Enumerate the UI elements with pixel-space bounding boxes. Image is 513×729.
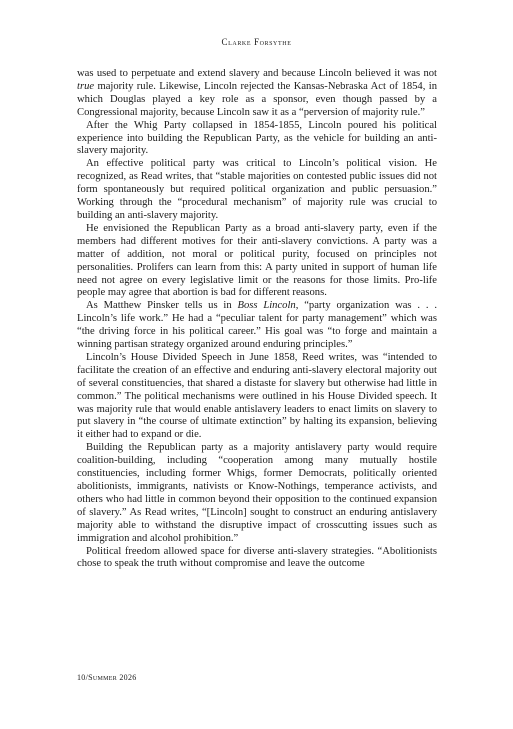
text-run: As Matthew Pinsker tells us in (86, 300, 238, 312)
italic-text: true (77, 80, 95, 92)
text-run: Building the Republican party as a majority antislavery party would require coalition-building, including “cooperation among many mutually hostile constituencies, including former Whigs, former Democrats, politically oriented abolitionists, immigrants, nativists or Know-Nothings, temperance activists, and others who had little in common beyond their opposition to the continued expansion of slavery.” As Read writes, “[Lincoln] sought to construct an enduring antislavery majority able to withstand the disruptive impact of crosscutting issues such as immigration and alcohol prohibition.” (77, 442, 437, 544)
body-paragraph (77, 546, 437, 572)
body-paragraph (77, 158, 437, 223)
text-run: After the Whig Party collapsed in 1854-1855, Lincoln poured his political experience into building the Republican Party, as the vehicle for building an anti-slavery majority. (77, 119, 437, 157)
article-body (77, 68, 437, 571)
text-run: , “party organization was . . . Lincoln’s life work.” He had a “peculiar talent for party management” which was “the driving force in his political career.” His goal was “to forge and maintain a winning partisan strategy organized around enduring principles.” (77, 300, 437, 351)
body-paragraph (77, 442, 437, 545)
italic-text: Boss Lincoln (237, 300, 296, 312)
text-run: majority rule. Likewise, Lincoln rejected the Kansas-Nebraska Act of 1854, in which Douglas played a key role as a sponsor, even though passed by a Congressional majority, because Lincoln saw it as a “perversion of majority rule.” (77, 80, 437, 118)
page-folio: 10/Summer 2026 (77, 673, 137, 682)
text-run: Lincoln’s House Divided Speech in June 1858, Reed writes, was “intended to facilitate the creation of an effective and enduring anti-slavery electoral majority out of several constituencies, that shared a distaste for slavery but otherwise had little in common.” The political mechanisms were outlined in his House Divided speech. It was majority rule that would enable antislavery leaders to enact limits on slavery to put slavery in “the course of ultimate extinction” by halting its expansion, believing it either had to expand or die. (77, 351, 437, 441)
body-paragraph (77, 68, 437, 120)
text-run: was used to perpetuate and extend slavery and because Lincoln believed it was not (77, 68, 437, 79)
body-paragraph (77, 352, 437, 442)
text-run: Political freedom allowed space for diverse anti-slavery strategies. “Abolitionists chose to speak the truth without compromise and leave the outcome (77, 545, 437, 570)
body-paragraph (77, 223, 437, 300)
text-run: He envisioned the Republican Party as a broad anti-slavery party, even if the members had different motives for their anti-slavery convictions. A party was a matter of addition, not moral or political purity, focused on principles not personalities. Prolifers can learn from this: A party united in support of human life need not agree on every legislative limit or the reasons for those limits. Pro-life people may agree that abortion is bad for different reasons. (77, 222, 437, 299)
body-paragraph (77, 300, 437, 352)
running-head: Clarke Forsythe (221, 37, 292, 47)
text-run: An effective political party was critical to Lincoln’s political vision. He recognized, as Read writes, that “stable majorities on contested public issues did not form spontaneously but required political organization and public persuasion.” Working through the “procedural mechanism” of majority rule was crucial to building an anti-slavery majority. (77, 158, 437, 221)
body-paragraph (77, 120, 437, 159)
